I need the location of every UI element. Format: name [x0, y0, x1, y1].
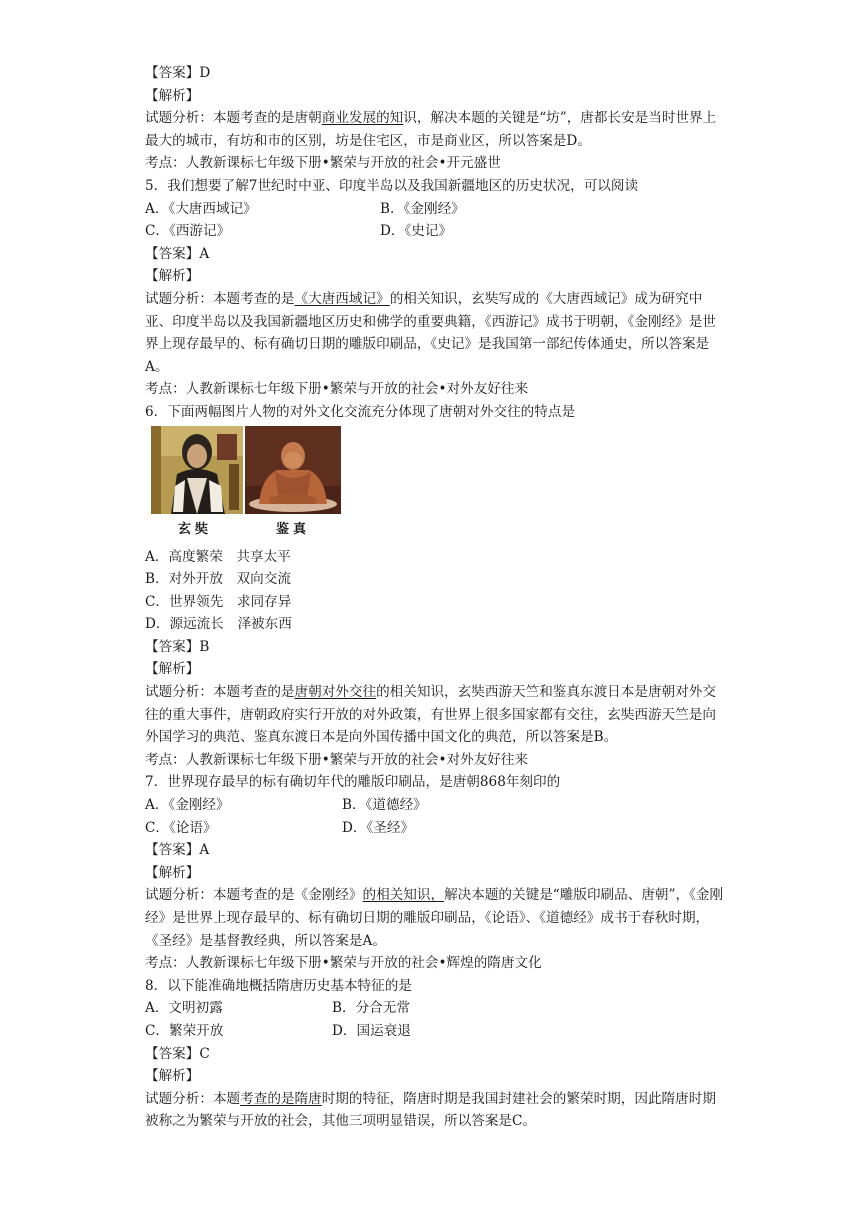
q8-options-row-2: [145, 1020, 725, 1043]
analysis-text: 试题分析：本题考查的是《金刚经》: [145, 887, 363, 904]
q7-question: 7．世界现存最早的标有确切年代的雕版印刷品，是唐朝868年刻印的: [145, 774, 561, 791]
q7-options-row-2: [145, 817, 725, 840]
q7-kaodian: 考点：人教新课标七年级下册•繁荣与开放的社会•辉煌的隋唐文化: [145, 955, 542, 972]
analysis-text: 试题分析：本题考查的是唐朝: [145, 110, 322, 127]
q6-kaodian: 考点：人教新课标七年级下册•繁荣与开放的社会•对外友好往来: [145, 751, 529, 768]
q4-answer: 【答案】D: [145, 65, 211, 81]
q6-question: 6．下面两幅图片人物的对外文化交流充分体现了唐朝对外交往的特点是: [145, 403, 576, 420]
option-a: A．《大唐西域记》: [145, 200, 257, 217]
jianzhen-statue-image: [245, 426, 341, 514]
q6-option-d: D．源远流长 泽被东西: [145, 616, 292, 633]
q6-option-a: A．高度繁荣 共享太平: [145, 548, 291, 565]
analysis-text: 的相关知识，玄奘写成的《大唐西域记》成为研究中亚、印度半岛以及我国新疆地区历史和佛学的重要典籍，《西游记》成书于明朝，《金刚经》是世界上现存最早的、标有确切日期的雕版印刷品，《史记》是我国第一部纪传体通史，所以答案是A。: [145, 290, 716, 375]
underlined-text: 《大唐西域记》: [294, 290, 390, 307]
analysis-text: 识，解决本题的关键是“坊”，唐都长安是当时世界上最大的城市，有坊和市的区别，坊是住宅区，市是商业区，所以答案是D。: [145, 110, 717, 149]
jianzhen-picture: [245, 426, 341, 542]
option-d: D．《圣经》: [342, 819, 415, 836]
underlined-text: 商业发展的知: [321, 110, 404, 127]
q6-analysis-label: 【解析】: [145, 661, 200, 678]
jianzhen-caption: 鉴真: [275, 521, 310, 537]
analysis-text: 试题分析：本题考查的是: [145, 684, 295, 701]
q5-analysis-label: 【解析】: [145, 268, 200, 285]
xuanzang-caption: 玄奘: [177, 521, 212, 537]
analysis-text: 时期的特征，隋唐时期是我国封建社会的繁荣时期，因此隋唐时期被称之为繁荣与开放的社会，其他三项明显错误，所以答案是C。: [145, 1090, 716, 1130]
option-c: C．《论语》: [145, 819, 217, 836]
option-b: B．分合无常: [332, 1000, 410, 1017]
q4-analysis: [145, 107, 725, 152]
q5-answer: 【答案】A: [145, 245, 210, 262]
q7-analysis-label: 【解析】: [145, 864, 200, 881]
underlined-text: 唐朝对外交往: [294, 684, 377, 701]
q8-question: 8．以下能准确地概括隋唐历史基本特征的是: [145, 977, 412, 994]
option-b: B．《道德经》: [342, 797, 427, 814]
option-c: C．《西游记》: [145, 223, 231, 240]
q6-option-b: B．对外开放 双向交流: [145, 571, 291, 588]
q8-answer: 【答案】C: [145, 1045, 210, 1062]
q4-analysis-label: 【解析】: [145, 87, 200, 104]
q4-kaodian: 考点：人教新课标七年级下册•繁荣与开放的社会•开元盛世: [145, 155, 501, 172]
option-d: D．《史记》: [380, 223, 453, 240]
q6-figure: [149, 426, 725, 542]
underlined-text: 的相关知识，: [362, 887, 445, 904]
q7-options-row-1: [145, 794, 725, 817]
q5-kaodian: 考点：人教新课标七年级下册•繁荣与开放的社会•对外友好往来: [145, 381, 529, 398]
q7-analysis: [145, 884, 725, 952]
q8-analysis: [145, 1088, 725, 1133]
option-c: C．繁荣开放: [145, 1022, 224, 1039]
q5-question: 5．我们想要了解7世纪时中亚、印度半岛以及我国新疆地区的历史状况，可以阅读: [145, 177, 639, 194]
q6-analysis: [145, 681, 725, 749]
q6-option-c: C．世界领先 求同存异: [145, 593, 292, 610]
q5-analysis: [145, 288, 725, 378]
xuanzang-picture: [149, 426, 241, 542]
analysis-text: 试题分析：本题考查的是: [145, 290, 295, 307]
option-a: A．文明初露: [145, 1000, 223, 1017]
q5-options-row-1: [145, 198, 725, 221]
q6-answer: 【答案】B: [145, 638, 210, 655]
q8-options-row-1: [145, 997, 725, 1020]
option-b: B．《金刚经》: [380, 200, 465, 217]
analysis-text: 的相关知识，玄奘西游天竺和鉴真东渡日本是唐朝对外交往的重大事件，唐朝政府实行开放的对外政策，有世界上很多国家都有交往，玄奘西游天竺是向外国学习的典范、鉴真东渡日本是向外国传播中国文化的典范，所以答案是B。: [145, 684, 716, 746]
analysis-text: 试题分析：本题: [145, 1090, 241, 1107]
underlined-text: 考查的是隋唐: [240, 1090, 322, 1107]
q8-analysis-label: 【解析】: [145, 1068, 200, 1085]
analysis-text: 解决本题的关键是“雕版印刷品、唐朝”，《金刚经》是世界上现存最早的、标有确切日期的雕版印刷品，《论语》、《道德经》成书于春秋时期，《圣经》是基督教经典，所以答案是A。: [145, 887, 724, 949]
option-d: D．国运衰退: [332, 1022, 411, 1039]
document-page: [145, 62, 725, 1133]
xuanzang-portrait-image: [149, 426, 245, 514]
option-a: A．《金刚经》: [145, 797, 230, 814]
q5-options-row-2: [145, 220, 725, 243]
q7-answer: 【答案】A: [145, 842, 210, 859]
